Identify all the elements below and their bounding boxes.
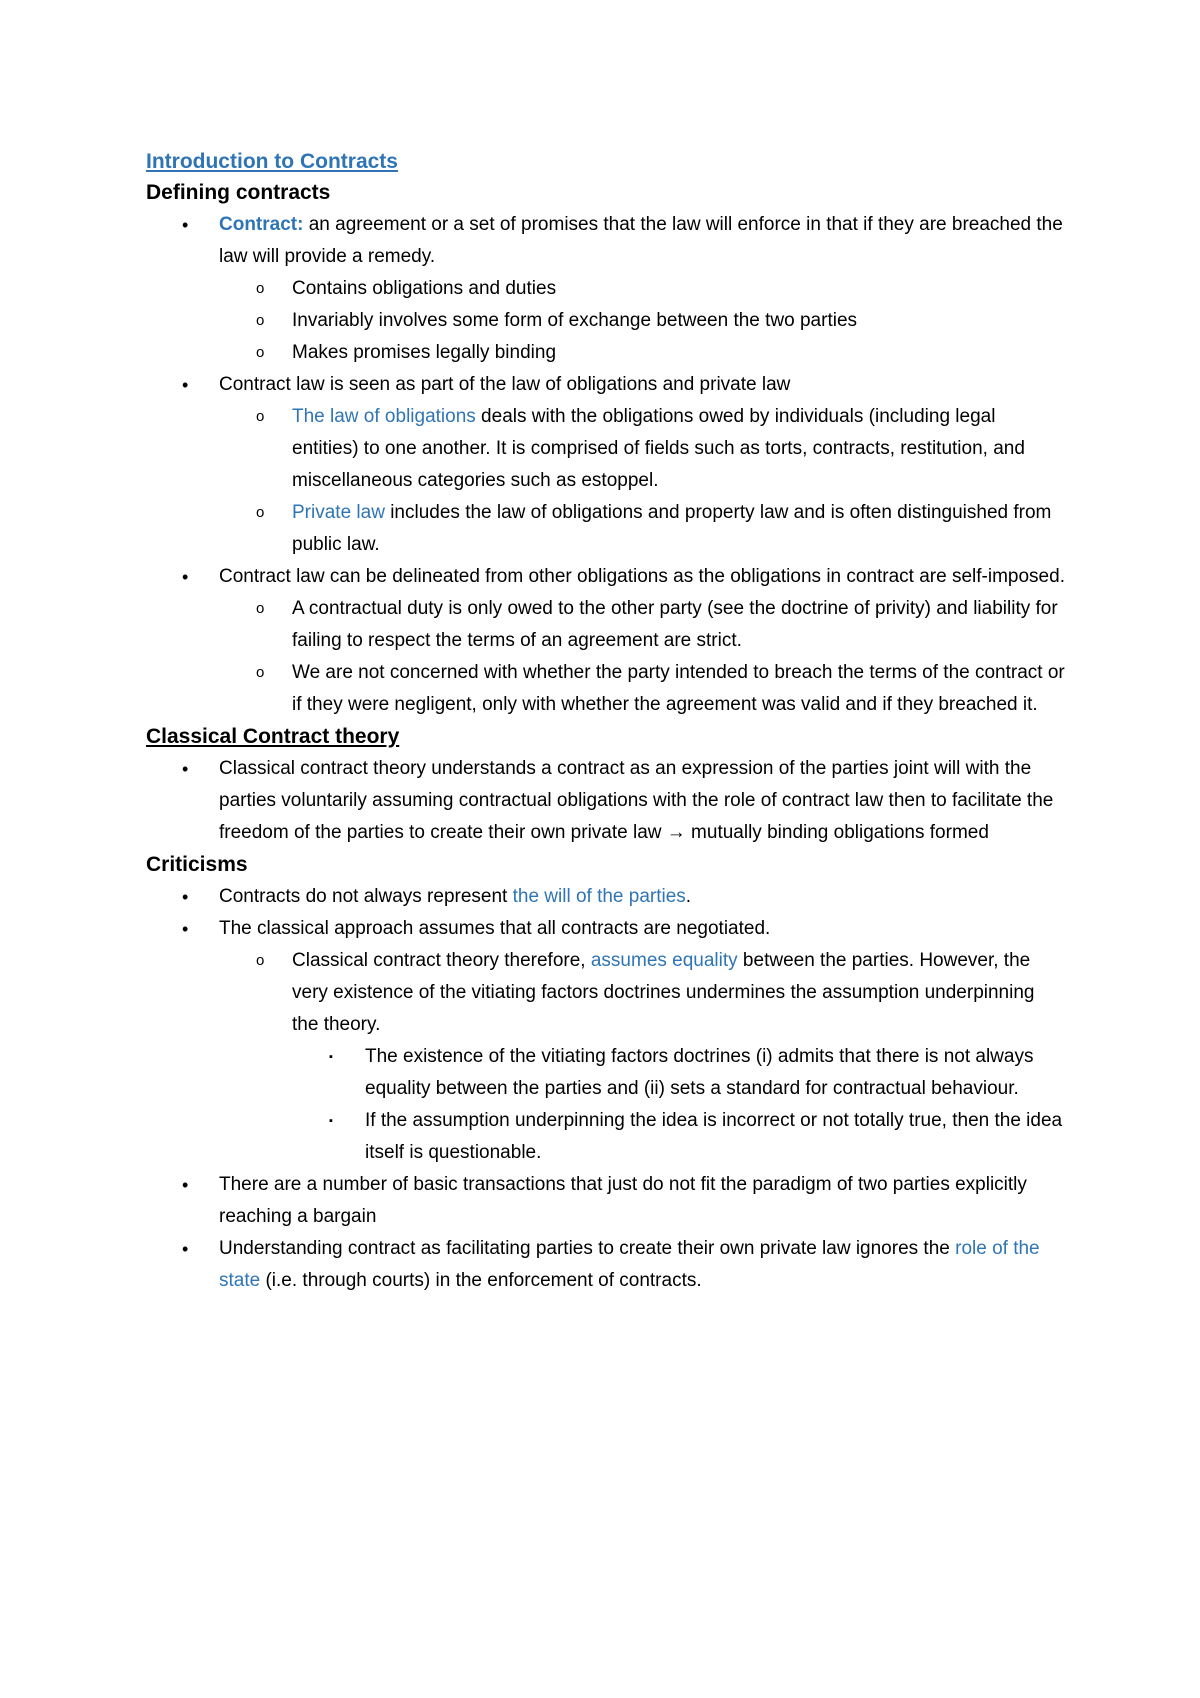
list-item-text: We are not concerned with whether the party intended to breach the terms of the contract or if they were negligent, only with whether the agreement was valid and if they breached it.: [292, 662, 1065, 715]
list-item: [146, 369, 1066, 401]
list-item: [146, 657, 1066, 721]
bullet-icon: •: [182, 567, 189, 587]
list-item-text: Makes promises legally binding: [292, 342, 557, 363]
list-item: [146, 209, 1066, 273]
list-item-text: Invariably involves some form of exchange between the two parties: [292, 310, 858, 331]
list-item: [146, 881, 1066, 913]
circle-bullet-icon: o: [256, 600, 265, 617]
list-item-text: includes the law of obligations and property law and is often distinguished from public law.: [292, 502, 1052, 555]
term-contract: Contract:: [219, 214, 304, 235]
circle-bullet-icon: o: [256, 344, 265, 361]
defining-list: [146, 209, 1066, 721]
list-item: [146, 1105, 1066, 1169]
bullet-icon: •: [182, 759, 189, 779]
term-will-of-parties: the will of the parties: [512, 886, 686, 907]
list-item-text: Contract law is seen as part of the law of obligations and private law: [219, 374, 791, 395]
circle-bullet-icon: o: [256, 312, 265, 329]
list-item: [146, 337, 1066, 369]
list-item-text: A contractual duty is only owed to the other party (see the doctrine of privity) and liability for failing to respect the terms of an agreement are strict.: [292, 598, 1058, 651]
bullet-icon: •: [182, 215, 189, 235]
circle-bullet-icon: o: [256, 952, 265, 969]
list-item: [146, 913, 1066, 945]
bullet-icon: •: [182, 1239, 189, 1259]
list-item: [146, 945, 1066, 1041]
list-item-text: an agreement or a set of promises that the law will enforce in that if they are breached the law will provide a remedy.: [219, 214, 1063, 267]
list-item: [146, 753, 1066, 849]
bullet-icon: •: [182, 887, 189, 907]
bullet-icon: •: [182, 375, 189, 395]
list-item: [146, 305, 1066, 337]
list-item-text: deals with the obligations owed by individuals (including legal entities) to one another. It is comprised of fields such as torts, contracts, restitution, and miscellaneous categories such as estoppel.: [292, 406, 1025, 491]
list-item-text: (i.e. through courts) in the enforcement of contracts.: [260, 1270, 702, 1291]
list-item: [146, 1041, 1066, 1105]
bullet-icon: •: [182, 919, 189, 939]
heading-criticisms: Criticisms: [146, 853, 248, 876]
list-item-text: Contains obligations and duties: [292, 278, 557, 299]
circle-bullet-icon: o: [256, 408, 265, 425]
bullet-icon: •: [182, 1175, 189, 1195]
heading-classical-contract-theory: Classical Contract theory: [146, 725, 400, 748]
criticisms-list: [146, 881, 1066, 1297]
list-item-text: Understanding contract as facilitating parties to create their own private law ignores the: [219, 1238, 956, 1259]
list-item-text: between the parties. However, the very existence of the vitiating factors doctrines undermines the assumption underpinning the theory.: [292, 950, 1035, 1035]
list-item-text: .: [685, 886, 692, 907]
list-item-text: Classical contract theory understands a contract as an expression of the parties joint will with the parties voluntarily assuming contractual obligations with the role of contract law then to facilitate the freedom of the parties to create their own private law → mutually binding obligations formed: [219, 758, 1054, 843]
list-item-text: There are a number of basic transactions that just do not fit the paradigm of two parties explicitly reaching a bargain: [219, 1174, 1027, 1227]
circle-bullet-icon: o: [256, 280, 265, 297]
circle-bullet-icon: o: [256, 664, 265, 681]
list-item-text: The classical approach assumes that all contracts are negotiated.: [219, 918, 771, 939]
heading-defining-contracts: Defining contracts: [146, 181, 331, 204]
square-bullet-icon: ▪: [329, 1115, 333, 1127]
term-assumes-equality: assumes equality: [590, 950, 738, 971]
list-item-text: Classical contract theory therefore,: [292, 950, 591, 971]
list-item-text: Contracts do not always represent: [219, 886, 513, 907]
list-item: [146, 593, 1066, 657]
square-bullet-icon: ▪: [329, 1051, 333, 1063]
list-item: [146, 273, 1066, 305]
list-item: [146, 401, 1066, 497]
document-body: [146, 147, 1066, 1297]
classical-list: [146, 753, 1066, 849]
document-title: Introduction to Contracts: [146, 150, 398, 173]
circle-bullet-icon: o: [256, 504, 265, 521]
term-law-of-obligations: The law of obligations: [292, 406, 476, 427]
list-item: [146, 497, 1066, 561]
list-item-text: Contract law can be delineated from other obligations as the obligations in contract are self-imposed.: [219, 566, 1065, 587]
list-item-text: If the assumption underpinning the idea is incorrect or not totally true, then the idea itself is questionable.: [365, 1110, 1063, 1163]
list-item: [146, 1233, 1066, 1297]
list-item: [146, 1169, 1066, 1233]
list-item-text: The existence of the vitiating factors doctrines (i) admits that there is not always equality between the parties and (ii) sets a standard for contractual behaviour.: [365, 1046, 1034, 1099]
term-role-of-state: role of the state: [219, 1238, 1040, 1291]
term-private-law: Private law: [292, 502, 385, 523]
list-item: [146, 561, 1066, 593]
